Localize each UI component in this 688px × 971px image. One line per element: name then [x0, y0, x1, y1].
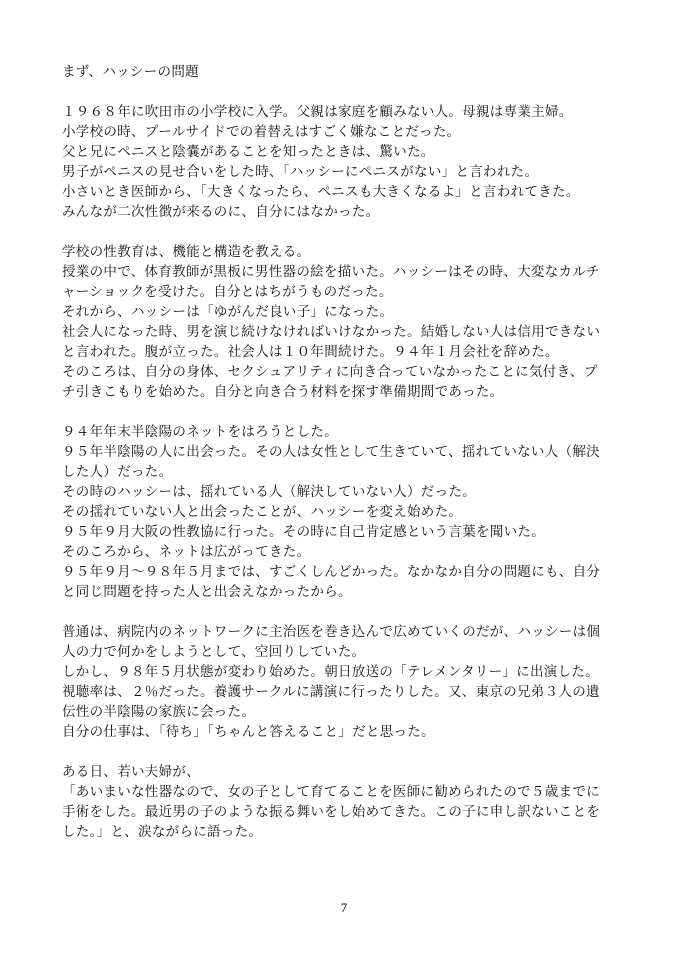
paragraph-gap — [62, 742, 632, 762]
section-heading: まず、ハッシーの問題 — [62, 64, 199, 80]
text-line: それから、ハッシーは「ゆがんだ良い子」になった。 — [62, 304, 394, 320]
text-line: した。」と、涙ながらに語った。 — [62, 824, 263, 840]
text-line: ９５年９月大阪の性教協に行った。その時に自己肯定感という言葉を聞いた。 — [62, 524, 545, 540]
paragraph-gap — [62, 602, 632, 622]
text-line: 小学校の時、プールサイドでの着替えはすごく嫌なことだった。 — [62, 124, 461, 140]
text-line: 自分の仕事は、「待ち」「ちゃんと答えること」だと思った。 — [62, 724, 435, 740]
text-line: チ引きこもりを始めた。自分と向き合う材料を探す準備期間であった。 — [62, 384, 504, 400]
paragraph-gap — [62, 82, 632, 102]
text-line: みんなが二次性徴が来るのに、自分にはなかった。 — [62, 204, 380, 220]
paragraph-gap — [62, 222, 632, 242]
page-number: 7 — [340, 900, 348, 915]
text-line: 男子がペニスの見せ合いをした時、「ハッシーにペニスがない」と言われた。 — [62, 164, 539, 180]
text-line: そのころは、自分の身体、セクシュアリティに向き合っていなかったことに気付き、プ — [62, 364, 598, 380]
text-line: そのころから、ネットは広がってきた。 — [62, 544, 311, 560]
text-line: ９５年半陰陽の人に出会った。その人は女性として生きていて、揺れていない人（解決 — [62, 444, 600, 460]
text-line: と言われた。腹が立った。社会人は１０年間続けた。９４年１月会社を辞めた。 — [62, 344, 559, 360]
text-line: した人）だった。 — [62, 464, 173, 480]
text-line: 小さいとき医師から、「大きくなったら、ペニスも大きくなるよ」と言われてきた。 — [62, 184, 580, 200]
text-line: 人の力で何かをしようとして、空回りしていた。 — [62, 644, 366, 660]
text-line: 父と兄にペニスと陰嚢があることを知ったときは、驚いた。 — [62, 144, 435, 160]
text-line: 普通は、病院内のネットワークに主治医を巻き込んで広めていくのだが、ハッシーは個 — [62, 624, 601, 640]
text-line: 学校の性教育は、機能と構造を教える。 — [62, 244, 311, 260]
document-body — [62, 62, 632, 842]
text-line: しかし、９８年５月状態が変わり始めた。朝日放送の「テレメンタリー」に出演した。 — [62, 664, 599, 680]
paragraph-sex-education — [62, 242, 632, 402]
text-line: と同じ問題を持った人と出会えなかったから。 — [62, 584, 352, 600]
text-line: 社会人になった時、男を演じ続けなければいけなかった。結婚しない人は信用できない — [62, 324, 601, 340]
paragraph-childhood — [62, 102, 632, 222]
text-line: 授業の中で、体育教師が黒板に男性器の絵を描いた。ハッシーはその時、大変なカルチ — [62, 264, 600, 280]
text-line: ９５年９月～９８年５月までは、すごくしんどかった。なかなか自分の問題にも、自分 — [62, 564, 601, 580]
text-line: ある日、若い夫婦が、 — [62, 764, 200, 780]
paragraph-network — [62, 422, 632, 602]
text-line: 「あいまいな性器なので、女の子として育てることを医師に勧められたので５歳までに — [62, 784, 600, 800]
text-line: 視聴率は、２％だった。養護サークルに講演に行ったりした。又、東京の兄弟３人の遺 — [62, 684, 600, 700]
paragraph-gap — [62, 402, 632, 422]
text-line: その時のハッシーは、揺れている人（解決していない人）だった。 — [62, 484, 476, 500]
text-line: ９４年年末半陰陽のネットをはろうとした。 — [62, 424, 338, 440]
paragraph-turning-point — [62, 622, 632, 742]
text-line: その揺れていない人と出会ったことが、ハッシーを変え始めた。 — [62, 504, 463, 520]
text-line: ャーショックを受けた。自分とはちがうものだった。 — [62, 284, 393, 300]
text-line: １９６８年に吹田市の小学校に入学。父親は家庭を顧みない人。母親は専業主婦。 — [62, 104, 573, 120]
text-line: 伝性の半陰陽の家族に会った。 — [62, 704, 256, 720]
paragraph-young-couple — [62, 762, 632, 842]
text-line: 手術をした。最近男の子のような振る舞いをし始めてきた。この子に申し訳ないことを — [62, 804, 601, 820]
